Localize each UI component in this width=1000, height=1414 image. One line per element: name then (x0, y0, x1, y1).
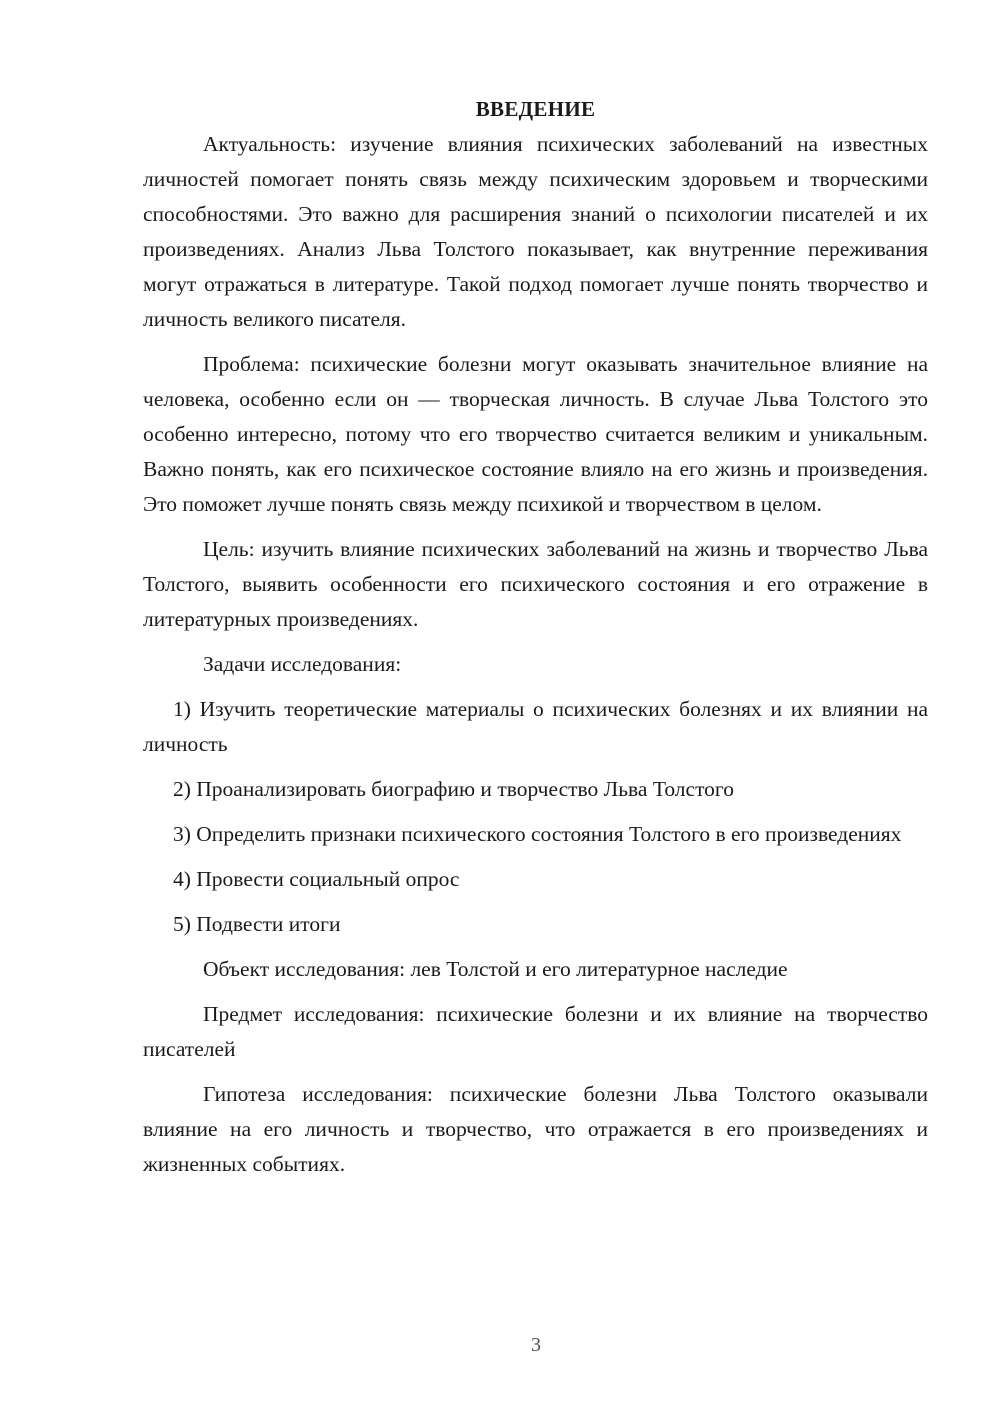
paragraph-relevance: Актуальность: изучение влияния психических заболеваний на известных личностей помогает понять связь между психическим здоровьем и творческими способностями. Это важно для расширения знаний о психологии писателей и их произведениях. Анализ Льва Толстого показывает, как внутренние переживания могут отражаться в литературе. Такой подход помогает лучше понять творчество и личность великого писателя. (143, 132, 928, 331)
task-item: 2) Проанализировать биографию и творчество Льва Толстого (173, 777, 734, 801)
paragraph-object: Объект исследования: лев Толстой и его литературное наследие (203, 957, 788, 981)
task-item: 4) Провести социальный опрос (173, 867, 460, 891)
paragraph-goal: Цель: изучить влияние психических заболеваний на жизнь и творчество Льва Толстого, выявить особенности его психического состояния и его отражение в литературных произведениях. (143, 537, 928, 631)
tasks-heading: Задачи исследования: (203, 652, 402, 676)
task-item: 3) Определить признаки психического состояния Толстого в его произведениях (173, 822, 902, 846)
task-item: 5) Подвести итоги (173, 912, 341, 936)
page-number: 3 (531, 1334, 541, 1356)
paragraph-problem: Проблема: психические болезни могут оказывать значительное влияние на человека, особенно если он — творческая личность. В случае Льва Толстого это особенно интересно, потому что его творчество считается великим и уникальным. Важно понять, как его психическое состояние влияло на его жизнь и произведения. Это поможет лучше понять связь между психикой и творчеством в целом. (143, 352, 928, 516)
page-title: ВВЕДЕНИЕ (475, 97, 596, 121)
paragraph-hypothesis: Гипотеза исследования: психические болезни Льва Толстого оказывали влияние на его личность и творчество, что отражается в его произведениях и жизненных событиях. (143, 1082, 928, 1176)
document-page (143, 92, 928, 1192)
paragraph-subject: Предмет исследования: психические болезни и их влияние на творчество писателей (143, 1002, 928, 1061)
task-item: 1) Изучить теоретические материалы о психических болезнях и их влиянии на личность (143, 697, 928, 756)
